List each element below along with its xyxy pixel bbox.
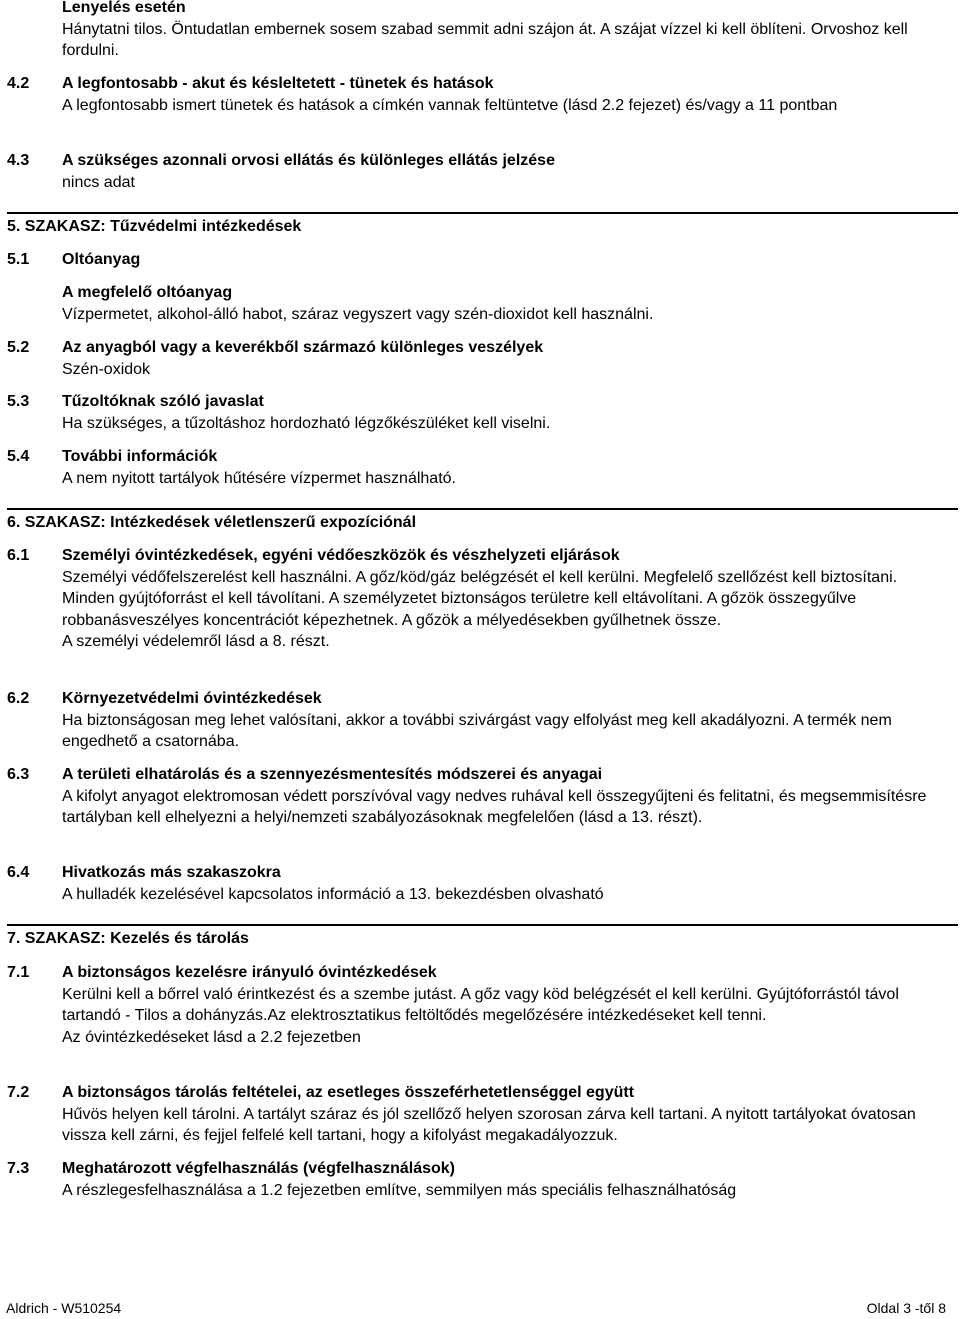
section-5-2-text: Szén-oxidok bbox=[62, 360, 151, 378]
section-7-1-text: Kerülni kell a bőrrel való érintkezést és a szembe jutást. A gőz vagy köd belégzését el kell kerülni. Gyújtóforrástól távol tartandó - Tilos a dohányzás.Az elektrosztatikus feltöltődés megelőzésére intézkedéseket kell tenni. bbox=[62, 985, 899, 1024]
section-4-2-number: 4.2 bbox=[7, 75, 30, 92]
section-6-4-text: A hulladék kezelésével kapcsolatos információ a 13. bekezdésben olvasható bbox=[62, 885, 604, 903]
section-5-1-sub-text: Vízpermetet, alkohol-álló habot, száraz vegyszert vagy szén-dioxidot kell használni. bbox=[62, 305, 654, 323]
section-5-4-text: A nem nyitott tartályok hűtésére vízpermet használható. bbox=[62, 469, 456, 487]
section-7-1-number: 7.1 bbox=[7, 964, 30, 981]
section-6-1 bbox=[62, 545, 942, 653]
section-5-1 bbox=[62, 249, 942, 271]
section-6-3 bbox=[62, 764, 942, 829]
section-7-3-title: Meghatározott végfelhasználás (végfelhasználások) bbox=[62, 1160, 455, 1177]
section-6-4-number: 6.4 bbox=[7, 864, 30, 881]
section-7-2-title: A biztonságos tárolás feltételei, az esetleges összeférhetetlenséggel együtt bbox=[62, 1084, 635, 1101]
section-7-heading: 7. SZAKASZ: Kezelés és tárolás bbox=[7, 930, 249, 947]
section-6-1-text: Személyi védőfelszerelést kell használni. A gőz/köd/gáz belégzését el kell kerülni. Megfelelő szellőzést kell biztosítani. Minden gyújtóforrást el kell távolítani. A személyzetet biztonságos területre kell eltávolítani. A gőzök összegyűlve robbanásveszélyes koncentrációt képezhetnek. A gőzök a mélyedésekben gyűlhetnek össze. bbox=[62, 568, 898, 629]
section-7-divider bbox=[7, 924, 958, 926]
section-6-1-text-2: A személyi védelemről lásd a 8. részt. bbox=[62, 633, 330, 650]
section-5-2-number: 5.2 bbox=[7, 339, 30, 356]
ingestion-block bbox=[62, 0, 942, 62]
section-4-2-text: A legfontosabb ismert tünetek és hatások a címkén vannak feltüntetve (lásd 2.2 fejezet) és/vagy a 11 pontban bbox=[62, 96, 838, 114]
ingestion-title: Lenyelés esetén bbox=[62, 0, 186, 16]
section-7-2-text: Hűvös helyen kell tárolni. A tartályt száraz és jól szellőző helyen szorosan zárva kell tartani. A nyitott tartályokat óvatosan vissza kell zárni, és fejjel felfelé kell tartani, hogy a kifolyást megakadályozzuk. bbox=[62, 1105, 916, 1144]
section-6-heading: 6. SZAKASZ: Intézkedések véletlenszerű expozíciónál bbox=[7, 514, 417, 531]
section-6-3-title: A területi elhatárolás és a szennyezésmentesítés módszerei és anyagai bbox=[62, 766, 603, 783]
section-5-4 bbox=[62, 446, 942, 489]
section-6-divider bbox=[7, 508, 958, 510]
section-7-3 bbox=[62, 1158, 942, 1201]
section-5-heading: 5. SZAKASZ: Tűzvédelmi intézkedések bbox=[7, 218, 302, 235]
section-4-2 bbox=[62, 73, 942, 116]
ingestion-text: Hánytatni tilos. Öntudatlan embernek sosem szabad semmit adni szájon át. A szájat vízzel ki kell öblíteni. Orvoshoz kell fordulni. bbox=[62, 20, 908, 59]
section-6-1-title: Személyi óvintézkedések, egyéni védőeszközök és vészhelyzeti eljárások bbox=[62, 547, 620, 564]
section-7-2 bbox=[62, 1082, 942, 1147]
section-7-2-number: 7.2 bbox=[7, 1084, 30, 1101]
section-6-2-text: Ha biztonságosan meg lehet valósítani, akkor a további szivárgást vagy elfolyást meg kell akadályozni. A termék nem engedhető a csatornába. bbox=[62, 711, 892, 750]
section-4-3-text: nincs adat bbox=[62, 173, 135, 191]
section-6-2 bbox=[62, 688, 942, 753]
section-7-1-title: A biztonságos kezelésre irányuló óvintézkedések bbox=[62, 964, 437, 981]
section-5-4-number: 5.4 bbox=[7, 448, 30, 465]
section-6-3-text: A kifolyt anyagot elektromosan védett porszívóval vagy nedves ruhával kell összegyűjteni és felitatni, és megsemmisítésre tartályban kell elhelyezni a helyi/nemzeti szabályozásoknak megfelelően (lásd a 13. részt). bbox=[62, 787, 927, 826]
section-5-1-sub bbox=[62, 282, 942, 325]
section-5-3-title: Tűzoltóknak szóló javaslat bbox=[62, 393, 264, 410]
section-7-3-text: A részlegesfelhasználása a 1.2 fejezetben említve, semmilyen más speciális felhasználhatóság bbox=[62, 1181, 737, 1199]
footer-page-number: Oldal 3 -től 8 bbox=[866, 1300, 946, 1316]
section-6-1-number: 6.1 bbox=[7, 547, 30, 564]
section-5-1-title: Oltóanyag bbox=[62, 251, 141, 268]
section-6-4 bbox=[62, 862, 942, 905]
section-6-2-title: Környezetvédelmi óvintézkedések bbox=[62, 690, 322, 707]
section-5-3-text: Ha szükséges, a tűzoltáshoz hordozható légzőkészüléket kell viselni. bbox=[62, 414, 551, 432]
section-5-3 bbox=[62, 391, 942, 434]
section-5-2-title: Az anyagból vagy a keverékből származó különleges veszélyek bbox=[62, 339, 544, 356]
section-7-3-number: 7.3 bbox=[7, 1160, 30, 1177]
section-5-1-number: 5.1 bbox=[7, 251, 30, 268]
section-5-4-title: További információk bbox=[62, 448, 218, 465]
section-4-3 bbox=[62, 150, 942, 193]
section-5-1-sub-title: A megfelelő oltóanyag bbox=[62, 284, 233, 301]
section-4-3-number: 4.3 bbox=[7, 152, 30, 169]
section-6-4-title: Hivatkozás más szakaszokra bbox=[62, 864, 281, 881]
section-7-1-text-2: Az óvintézkedéseket lásd a 2.2 fejezetben bbox=[62, 1028, 361, 1046]
section-4-3-title: A szükséges azonnali orvosi ellátás és különleges ellátás jelzése bbox=[62, 152, 555, 169]
section-6-2-number: 6.2 bbox=[7, 690, 30, 707]
section-5-divider bbox=[7, 212, 958, 214]
section-6-3-number: 6.3 bbox=[7, 766, 30, 783]
section-5-2 bbox=[62, 337, 942, 380]
section-4-2-title: A legfontosabb - akut és késleltetett - tünetek és hatások bbox=[62, 75, 494, 92]
section-5-3-number: 5.3 bbox=[7, 393, 30, 410]
section-7-1 bbox=[62, 962, 942, 1048]
footer-document-id: Aldrich - W510254 bbox=[6, 1300, 122, 1316]
